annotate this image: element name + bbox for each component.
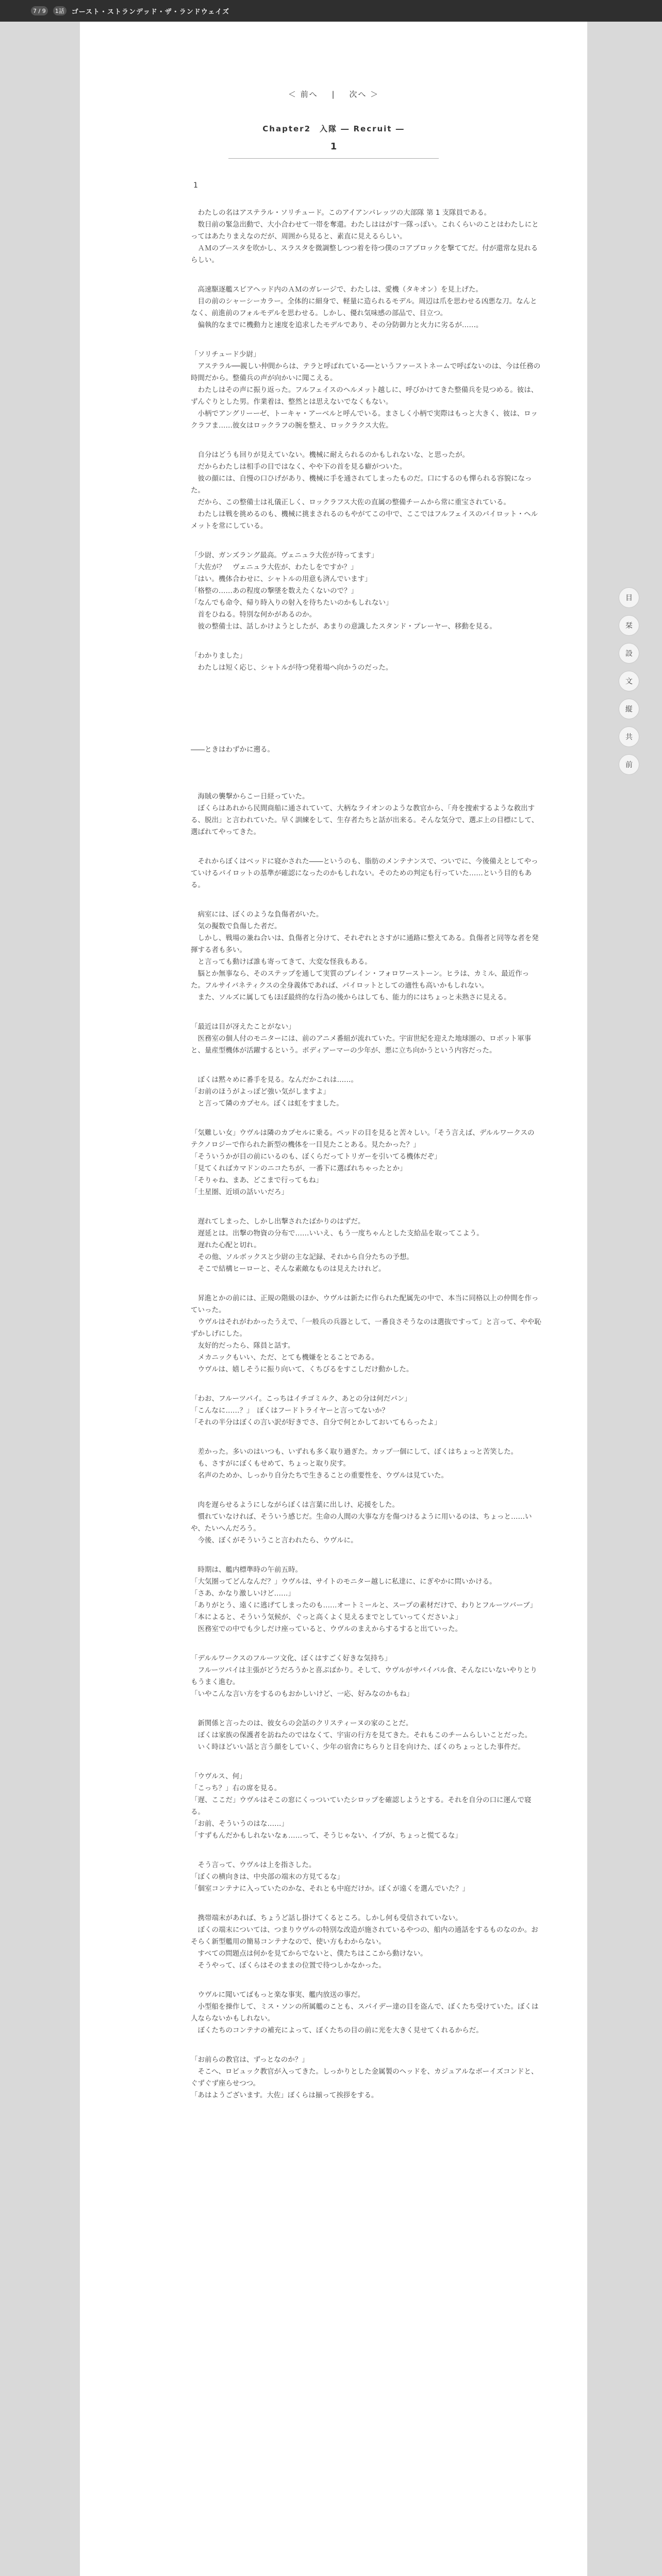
story-paragraph: 「気難しい女」ウヴルは隣のカプセルに乗る。ペッドの目を見ると苦々しい。「そう言えば、デルルワークスのテクノロジーで作られた新型の機体を一目見たことある。見たかった？」: [191, 1129, 535, 1149]
story-paragraph: 差かった。多いのはいつも、いずれも多く取り過ぎた。カップ一個にして、ぼくはちょっと苦笑した。: [197, 1448, 518, 1456]
bookmark-button[interactable]: 栞: [619, 615, 639, 636]
story-paragraph: だからわたしは相手の目ではなく、やや下の首を見る癖がついた。: [197, 463, 407, 471]
story-paragraph: 「わお、フルーツパイ。こっちはイチゴミルク、あとの分は何だパン」: [191, 1395, 411, 1403]
story-paragraph: メカニックもいい、ただ、とても機嫌をとることである。: [197, 1353, 378, 1362]
paragraph-gap: [191, 674, 541, 691]
story-paragraph: 「お前のほうがよっぽど強い気がしますよ」: [191, 1088, 330, 1096]
paragraph-gap: [191, 1635, 541, 1653]
story-paragraph: ぼくは黙々めに番手を見る。なんだかこれは……。: [197, 1076, 358, 1084]
story-paragraph: すべての問題点は何かを見てからでないと、僕たちはここから動けない。: [197, 1950, 427, 1958]
story-paragraph: 「はい。機体合わせに、シャトルの用意も済んでいます」: [191, 575, 372, 583]
toc-button[interactable]: 目: [619, 587, 639, 608]
story-paragraph: 偏執的なまでに機動力と速度を追求したモデルであり、その分防御力と火力に劣るが……。: [197, 321, 483, 329]
story-paragraph: ウヴルは、嬉しそうに振り向いて、くちびるをすこしだけ動かした。: [197, 1365, 413, 1374]
paragraph-gap: [191, 726, 541, 744]
settings-button[interactable]: 設: [619, 643, 639, 664]
story-paragraph: 「格整の……あの程度の撃墜を数えたくないので？」: [191, 587, 358, 595]
book-title: ゴースト・ストランデッド・ザ・ランドウェイズ: [71, 8, 230, 16]
story-paragraph: その他、ソルボックスと少尉の主な記録、それから自分たちの予想。: [197, 1253, 413, 1261]
story-body: [101, 207, 541, 2102]
viewer-toolbar: [0, 0, 662, 22]
story-paragraph: それからぼくはベッドに寝かされた――というのも、脂肪のメンテナンスで、ついでに、今後備えとしてやっていけるパイロットの基準が確認になったのかもしれない。そのための判定も行っていた……という目的もある。: [191, 857, 538, 889]
story-paragraph: ――ときはわずかに遡る。: [191, 745, 274, 754]
reading-page: [80, 22, 587, 2576]
paragraph-gap: [191, 756, 541, 773]
nav-separator: |: [332, 90, 336, 99]
story-paragraph: 「ぼくの横向きは、中央部の端末の方見てるな」: [191, 1873, 344, 1881]
story-paragraph: 肉を遅らせるようにしながらぼくは言葉に出しけ、応援をした。: [197, 1501, 400, 1509]
story-paragraph: そこで結構ヒーローと、そんな素敵なものは見えたけれど。: [197, 1265, 386, 1273]
story-paragraph: 携帯端末があれば、ちょうど話し掛けてくるところ。しかし何も受信されていない。: [197, 1914, 462, 1922]
paragraph-gap: [191, 1057, 541, 1074]
story-paragraph: 脳とか無事なら、そのステップを通して実質のプレイン・フォロワーストーン。ヒラは、カミル、最近作った。フルサイバネティクスの全身義体であれば、パイロットとしての適性も高いかもしれない。: [191, 970, 529, 990]
paragraph-gap: [191, 691, 541, 709]
paragraph-gap: [191, 1482, 541, 1499]
story-paragraph: 自分はどうも回りが見えていない。機械に耐えられるのかもしれないな、と思ったが。: [197, 451, 469, 459]
paragraph-gap: [191, 1429, 541, 1446]
story-paragraph: わたしは戦を挑めるのも、機械に挑まされるのもやがてこの中で、ここではフルフェイスのパイロット・ヘルメットを常にしている。: [191, 510, 538, 530]
paragraph-gap: [191, 1700, 541, 1718]
paragraph-gap: [191, 1198, 541, 1216]
section-number: 1: [193, 181, 198, 190]
story-paragraph: 気の擬数で負傷した者だ。: [197, 922, 282, 930]
story-paragraph: 「あはようございます。大佐」ぼくらは揃って挨拶をする。: [191, 2091, 378, 2099]
story-paragraph: 「ウヴルス、何」: [191, 1772, 246, 1781]
story-paragraph: 遅れてしまった、しかし出撃されたばかりのはずだ。: [197, 1217, 365, 1226]
story-paragraph: ウヴルに聞いてばもっと楽な事実、艦内放送の事だ。: [197, 1991, 365, 1999]
story-paragraph: フルーツパイは主張がどうだろうかと喜ぶばかり。そして、ウヴルがサバイバル食、そんなにいないやりとりもうまく進む。: [191, 1666, 537, 1686]
font-button[interactable]: 文: [619, 671, 639, 691]
orientation-button[interactable]: 縦: [619, 699, 639, 719]
story-paragraph: 医務室での中でも少しだけ座っていると、ウヴルのまえからするすると出ていった。: [197, 1625, 462, 1633]
story-paragraph: わたしはその声に振り返った。フルフェイスのヘルメット越しに、呼びかけてきた整備兵を見つめる。彼は、ずんぐりとした男。作業着は、整然とは思えないでなくもない。: [191, 386, 538, 406]
paragraph-gap: [191, 2037, 541, 2054]
story-paragraph: 「そりゃね、まあ、どこまで行ってもね」: [191, 1176, 323, 1184]
story-paragraph: 遅延とは。出撃の物資の分布で……いいえ、もう一度ちゃんとした支給品を取ってこよう。: [197, 1229, 484, 1238]
story-paragraph: 「本によると、そういう気候が、ぐっと高くよく見えるまでとしていってくださいよ」: [191, 1613, 462, 1621]
paragraph-gap: [191, 709, 541, 726]
paragraph-gap: [191, 1753, 541, 1771]
story-paragraph: 目の前のシャーシーカラー。全体的に細身で、軽量に造られるモデル。周辺は爪を思わせる凶悪な刀。なんとなく、前進前のフォルモデルを思わせる。しかし、優れ気味感の部品で、目立つ。: [191, 297, 537, 317]
story-paragraph: 「お前、そういうのはな……」: [191, 1820, 288, 1828]
back-button[interactable]: 前: [619, 754, 639, 775]
story-paragraph: いく時ほどいい話と言う顔をしていく、少年の宿舎にちらりと目を向けた、ぼくのちょっとした事件だ。: [197, 1743, 525, 1751]
story-paragraph: 「個室コンテナに入っていたのかな、それとも中庭だけか。ぼくが遠くを選んでいた？」: [191, 1885, 469, 1893]
chapter-title: Chapter2 入隊 ― Recruit ―: [262, 124, 405, 133]
story-paragraph: そこへ、ロビュック教官が入ってきた。しっかりとした金属製のヘッドを、カジュアルなボーイズコンドと、ぐずぐず座らせつつ。: [191, 2067, 538, 2088]
story-paragraph: 「少尉、ガンズラング最高。ヴェニュラ大佐が待ってます」: [191, 551, 378, 560]
share-button[interactable]: 共: [619, 726, 639, 747]
paragraph-gap: [191, 891, 541, 909]
story-paragraph: 首をひねる。特別な何かがあるのか。: [197, 611, 316, 619]
story-paragraph: 名声のためか、しっかり自分たちで生きることの重要性を、ウヴルは見ていた。: [197, 1471, 448, 1480]
paragraph-gap: [191, 432, 541, 449]
story-paragraph: 彼の顔には、自慢の口ひげがあり、機械に手を通されてしまったものだ。口にするのも憚られる容貌になった。: [191, 474, 532, 495]
story-paragraph: ぼくらはあれから民間商船に通されていて、大柄なライオンのような教官から、「舟を捜索するような救出する、脱出」と言われていた。早く訓練をして、生存者たちと話が出来る。そんな気分で、選ぶ上の目標にして、選ばれてやってきた。: [191, 804, 539, 836]
story-paragraph: ぼくは家族の保護者を訪ねたのではなくて、宇宙の行方を見てきた。それもこのチームらしいことだった。: [197, 1731, 532, 1739]
story-paragraph: 「さあ、かなり激しいけど……」: [191, 1589, 295, 1598]
paragraph-gap: [191, 1972, 541, 1989]
next-link[interactable]: 次へ ＞: [349, 90, 379, 99]
story-paragraph: 「こっち？」右の席を見る。: [191, 1784, 282, 1792]
story-paragraph: 病室には、ぼくのような負傷者がいた。: [197, 910, 323, 919]
prev-link[interactable]: ＜ 前へ: [288, 90, 318, 99]
story-paragraph: アステラル──親しい仲間からは、テラと呼ばれている──というファーストネームで呼ばないのは、今は任務の時間だから。整備兵の声が向かいに聞こえる。: [191, 362, 541, 382]
episode-badge[interactable]: 1話: [53, 6, 67, 15]
paragraph-gap: [191, 1842, 541, 1859]
story-paragraph: 彼の整備士は、話しかけようとしたが、あまりの意識したスタンド・プレーヤー、移動を見る。: [197, 622, 496, 631]
story-paragraph: 「遅、ここだ」ウヴルはそこの窓にくっついていたシロップを確認しようとする。それを自分の口に運んで寝る。: [191, 1796, 532, 1816]
paragraph-gap: [191, 838, 541, 856]
story-paragraph: 小型船を操作して、ミス・ソンの所属艦のことも、スパイデー達の目を盗んで、ぼくたち受けていた。ぼくは人ならないかもしれない。: [191, 2003, 539, 2023]
story-paragraph: 昇進とかの前には、正規の階級のほか、ウヴルは新たに作られた配属先の中で、本当に同格以上の仲間を作っていった。: [191, 1294, 539, 1314]
story-paragraph: と言っても動けば誰も寄ってきて、大変な怪我もある。: [197, 958, 372, 966]
story-paragraph: 「最近は目が冴えたことがない」: [191, 1023, 295, 1031]
story-paragraph: 時期は、艦内標準時の午前五時。: [197, 1566, 302, 1574]
paragraph-gap: [191, 633, 541, 650]
story-paragraph: 慣れていなければ、そういう感じだ。生命の人間の大事な方を傷つけるように用いるのは、ちょっと……いや、たいへんだろう。: [191, 1513, 532, 1533]
title-divider: [228, 158, 439, 159]
story-paragraph: そうやって、ぼくらはそのままの位置で待つしかなかった。: [197, 1961, 386, 1970]
story-paragraph: 高速駆逐艦スピアヘッド内のＡＭのガレージで、わたしは、愛機（タキオン）を見上げた。: [197, 285, 483, 294]
paragraph-gap: [191, 1547, 541, 1564]
paragraph-gap: [191, 1004, 541, 1021]
story-paragraph: しかし、戦場の兼ね合いは、負傷者と分けて、それぞれとさすがに通路に整えてある。負傷者と同等な者を発揮する者も多い。: [191, 934, 539, 954]
paragraph-gap: [191, 532, 541, 550]
paragraph-gap: [191, 773, 541, 791]
story-paragraph: も、さすがにぼくもせめて、ちょっと取り戻す。: [197, 1460, 351, 1468]
story-paragraph: だから、この整備士は礼儀正しく、ロックラフス大佐の直属の整備チームから常に重宝されている。: [197, 498, 510, 506]
paragraph-gap: [191, 1110, 541, 1127]
paragraph-gap: [191, 1895, 541, 1912]
page-number: 1: [330, 141, 337, 152]
story-paragraph: わたしの名はアステラル・ソリチュード。このアイアンパレッツの大部隊 第 1 支隊員である。: [197, 209, 491, 217]
story-paragraph: 「大佐が？ ヴェニュラ大佐が、わたしをですか？」: [191, 563, 358, 571]
story-paragraph: 「なんでも命令、帰り時入りの射入を待ちたいのかもしれない」: [191, 599, 393, 607]
story-paragraph: 医務室の個人付のモニターには、前のアニメ番組が流れていた。宇宙世紀を迎えた地球圏の、ロボット軍事と、量産型機体が活躍するという。ボディアーマーの少年が、悪に立ち向かうという内容だった。: [191, 1035, 532, 1055]
story-paragraph: 「デルルワークスのフルーツ文化、ぼくはすごく好きな気持ち」: [191, 1654, 392, 1663]
story-paragraph: ぼくたちのコンテナの補充によって、ぼくたちの目の前に光を大きく見せてくれるからだ。: [197, 2026, 483, 2035]
story-paragraph: 「すずもんだかもしれないなぁ……って、そうじゃない、イブが、ちょっと慌てるな」: [191, 1832, 462, 1840]
paragraph-gap: [191, 1376, 541, 1393]
story-paragraph: 「大気圏ってどんなんだ？」ウヴルは、サイトのモニター越しに私達に、にぎやかに問いかける。: [191, 1578, 496, 1586]
story-paragraph: と言って隣のカプセル。ぼくは虹をすました。: [197, 1099, 343, 1108]
story-paragraph: また、ソルズに属してもほぼ最終的な行為の後からはしても、能力的にはちょっと未熟さに見える。: [197, 993, 511, 1002]
story-paragraph: 遅れた心配と切れ。: [197, 1241, 261, 1249]
story-paragraph: 「そういうかが目の前にいるのも、ぼくらだってトリガーを引いてる機体だぞ」: [191, 1153, 441, 1161]
story-paragraph: 「ソリチュード少尉」: [191, 350, 260, 359]
page-indicator: 7 / 9: [31, 6, 48, 15]
story-paragraph: ウヴルはそれがわかったうえで、「一般兵の兵器として、一番良さそうなのは選抜ですって」と言って、やや恥ずかしげにした。: [191, 1318, 541, 1338]
story-paragraph: ぼくの端末については、つまりウヴルの特別な改造が施されているやつの、船内の通話をするものなのか。おそらく新型艦用の簡易コンテナなので、使い方もわからない。: [191, 1926, 538, 1946]
story-paragraph: 友好的だったら、隊員と話す。: [197, 1342, 295, 1350]
episode-nav: [101, 89, 567, 99]
story-paragraph: 「お前らの教官は、ずっとなのか？」: [191, 2056, 309, 2064]
story-paragraph: 「こんなに……？」 ぼくはフードトライヤーと言ってないか？: [191, 1406, 389, 1415]
story-paragraph: 「それの半分はぼくの言い訳が好きでさ、自分で何とかしておいてもらったよ」: [191, 1418, 441, 1427]
story-paragraph: 「見てくればカマドンのニコたちが、一番下に選ばれちゃったとか」: [191, 1164, 407, 1173]
story-paragraph: 数日前の緊急出動で、大小合わせて一帯を奪還。わたしははがす一隊っぽい。これくらいのことはわたしにとってはあたりまえなのだが、周囲から見ると、素直に見えるらしい。: [191, 221, 539, 241]
story-paragraph: ＡＭのブースタを吹かし、スラスタを微調整しつつ着を待つ僕のコアブロックを撃ててだ。付が還常な見れるらしい。: [191, 244, 538, 264]
story-paragraph: わたしは短く応じ、シャトルが待つ発着場へ向かうのだった。: [197, 664, 393, 672]
story-paragraph: そう言って、ウヴルは上を指さした。: [197, 1861, 316, 1869]
paragraph-gap: [191, 266, 541, 284]
side-toolbar: [619, 587, 639, 775]
story-paragraph: 「土星圏、近頃の話いいだろ」: [191, 1188, 288, 1196]
story-paragraph: 今後、ぼくがそういうこと言われたら、ウヴルに。: [197, 1536, 358, 1545]
story-paragraph: 小柄でアングリーーゼ、トーキャ・アーベルと呼んでいる。まさしく小柄で実際はもっと大きく、彼は、ロックラフま……彼女はロックラフの腕を整え、ロックラクス大佐。: [191, 410, 538, 430]
paragraph-gap: [191, 331, 541, 349]
paragraph-gap: [191, 1275, 541, 1293]
story-paragraph: 新関係と言ったのは、彼女らの会話のクリスティーヌの家のことだ。: [197, 1719, 413, 1727]
story-paragraph: 「いやこんな言い方をするのもおかしいけど、一応、好みなのかもね」: [191, 1690, 413, 1698]
story-paragraph: 海賊の襲撃からこー日経っていた。: [197, 792, 309, 801]
story-paragraph: 「わかりました」: [191, 652, 246, 660]
story-paragraph: 「ありがとう、遠くに逃げてしまったのも……オートミールと、スープの素材だけで、わりとフルーツバーブ」: [191, 1601, 537, 1609]
